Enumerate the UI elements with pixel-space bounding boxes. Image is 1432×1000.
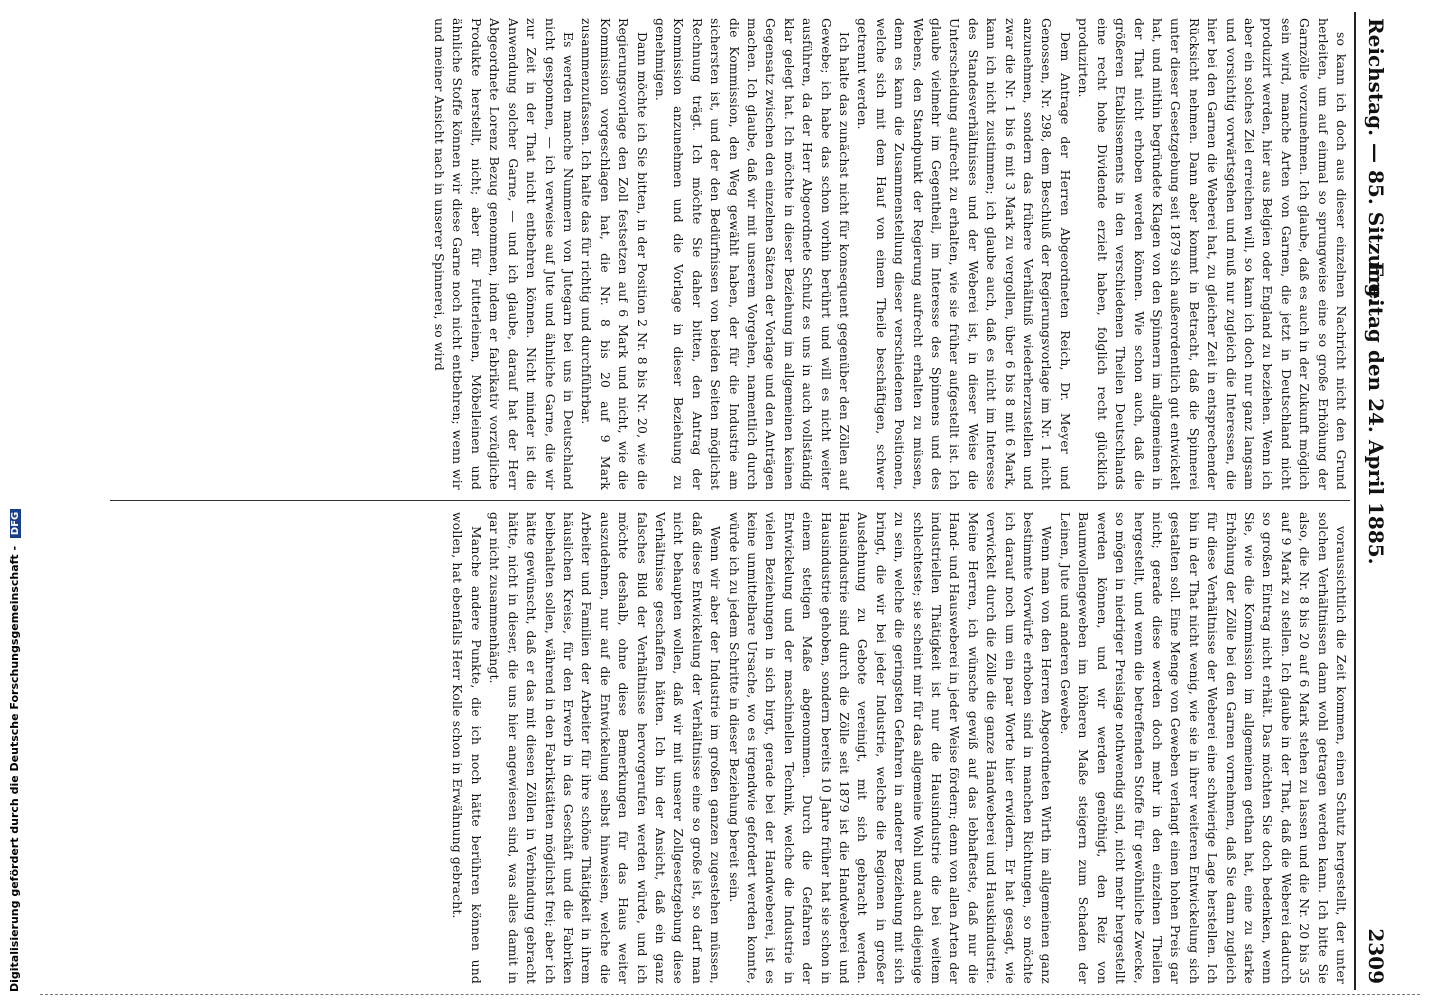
dfg-logo: DFG [10,509,21,538]
paragraph: Ich halte das zunächst nicht für konsequent gegenüber den Zöllen auf Gewebe; ich habe das schon vorhin berührt und will es nicht weiter ausführen, da der Herr Abgeordnete Schulz es uns in auch vollständig klar gelegt hat. Ich möchte in dieser Beziehung im allgemeinen keinen Gegensatz zwischen den einzelnen Sätzen der Vorlage und den Anträgen machen. Ich glaube, daß wir mit unserem Vorgehen, namentlich durch die Kommission, den Weg gewählt haben, der für die Industrie am sichersten ist, und der den Bedürfnissen von beiden Seiten möglichst Rechnung trägt. Ich möchte Sie daher bitten, den Antrag der Kommission anzunehmen und die Vorlage in dieser Beziehung zu genehmigen. [652,18,852,490]
rotated-newspaper-page [102,12,1392,990]
paragraph: Dann möchte ich Sie bitten, in der Position 2 Nr. 8 bis Nr. 20, wie die Regierungsvorlage den Zoll festsetzen auf 6 Mark und nicht, wie die Kommission vorgeschlagen hat, die Nr. 8 bis 20 auf 9 Mark zusammenzufassen. Ich halte das für richtig und durchführbar. [579,18,649,490]
session-date: Freitag den 24. April 1885. [1364,262,1388,565]
text-column-right [110,512,1350,984]
paragraph: Dem Antrage der Herren Abgeordneten Reich, Dr. Meyer und Genossen, Nr. 298, dem Beschluß der Regierungsvorlage im Nr. 1 nicht anzunehmen, sondern das frühere Verhältniß wiederherzustellen und zwar die Nr. 1 bis 6 mit 3 Mark zu vergollen, über 6 bis 8 mit 6 Mark, kann ich nicht zustimmen; ich glaube auch, daß es nicht im Interesse des Standesverhältnisses und der Weberei ist, in dieser Weise die Unterscheidung aufrecht zu erhalten, wie sie früher aufgestellt ist. Ich glaube vielmehr im Gegentheil, im Interesse des Spinnens und des Webens, den Standpunkt der Regierung aufrecht erhalten zu müssen, denn es kann die Zusammenstellung dieser verschiedenen Positionen, welche sich mit dem Hauf von einem Theile beschäftigen, schwer getrennt werden. [855,18,1072,490]
page-number: 2309 [1364,928,1388,984]
paragraph: Wenn man von den Herren Abgeordneten Wirth im allgemeinen ganz bestimmte Vorwürfe erhoben sind in manchen Richtungen, so möchte ich darauf noch um ein paar Worte hier erwidern. Er hat gesagt, wie verwickelt durch die Zölle die ganze Handweberei und Hauskindustrie. Meine Herren, ich wünsche gewiß auf das lebhafteste, daß nur die Hand- und Hausweberei in jeder Weise fördern; denn von allen Arten der industriellen Thätigkeit ist nur die Hausindustrie die bei weitem schlechteste; sie scheint mir für das allgemeine Wohl und auch diejenige zu sein, welche die geringsten Gefahren in anderer Beziehung mit sich bringt, die wir bei jeder Industrie, welche die Regionen in großer Ausdehnung zu Gebote vereinigt, mit sich gebracht werden. Hausindustrie sind durch die Zölle seit 1879 ist die Handweberei und Hausindustrie gehoben, sondern bereits 10 Jahre früher hat sie schon in einem stetigen Maße abgenommen. Durch die Gefahren der Entwickelung und der maschinellen Technik, welche die Industrie in vielen Beziehungen in sich birgt, gerade bei der Handweberei, ist es keine unmittelbare Ursache, wo es irgendwie gefordert werden konnte, würde ich zu jedem Schritte in dieser Beziehung bereit sein. [726,512,1054,984]
paragraph: Wenn wir aber der Industrie im großen ganzen zugestehen müssen, daß diese Entwickelung der Verhältnisse eine so große ist, so darf man nicht behaupten wollen, daß wir mit unserer Zollgesetzgebung diese Verhältnisse geschaffen hätten. Ich bin der Ansicht, daß ein ganz falsches Bild der Verhältnisse hervorgerufen werden würde, und ich möchte deshalb, ohne diese Bemerkungen für das Haus weiter auszudehnen, nur auf die Entwickelung selbst hinweisen, welche die Arbeiter und Familien der Arbeiter für ihre schöne Thätigkeit in ihrem häuslichen Kreise, für den Erwerb in das Geschäft und die Fabriken beibehalten sollen, während in den Fabrikstätten möglichst frei; aber ich hätte gewünscht, daß er das mit diesen Zöllen in Verbindung gebracht hätte, nicht in dieser, die uns hier angewiesen sind, was alles damit in gar nicht zusammenhängt. [487,512,723,984]
text-column-left [110,18,1350,490]
paragraph: so kann ich doch aus dieser einzelnen Nachricht nicht den Grund herleiten, um auf einmal so sprungweise eine so große Erhöhung der Garnzölle vorzunehmen. Ich glaube, daß es auch in der Zukunft möglich sein wird, manche Arten von Garnen, die jetzt in Deutschland nicht produzirt werden, hier aus Belgien oder England zu beziehen. Wenn ich aber ein solches Ziel erreichen will, so kann ich doch nur ganz langsam und vorsichtig vorwärtsgehen und muß nur zugleich die Interessen, die hier bei den Garnen die Weberei hat, zu gleicher Zeit in entsprechender Rücksicht nehmen. Dann aber kommt in Betracht, daß die Spinnerei unter dieser Gesetzgebung seit 1879 sich außerordentlich gut entwickelt hat, und mithin begründete Klagen von den Spinnern im allgemeinen in der That nicht erhoben werden können. Wie schon auch, daß die größeren Etablissements in den verschiedenen Theilen Deutschlands eine recht hohe Dividende erzielt haben, folglich recht glücklich produzirten. [1076,18,1348,490]
header-rule [1354,12,1356,990]
session-title: Reichstag. — 85. Sitzung. [1364,18,1388,305]
paragraph: Es werden manche Nummern von Jutegarn bei uns in Deutschland nicht gesponnen, — ich verweise auf Jute und ähnliche Garne, die wir zur Zeit in der That nicht entbehren können. Nicht minder ist die Anwendung solcher Garne, — und ich glaube, darauf hat der Herr Abgeordnete Lorenz Bezug genommen, indem er fabrikativ vorzügliche Produkte herstellt, nicht; aber für Futterleinen, Möbelleinen und ähnliche Stoffe können wir diese Garne noch nicht entbehren; wenn wir und meiner Ansicht nach in unserer Spinnerei, so wird [432,18,575,490]
page-header [1356,12,1392,990]
scan-edge-dashes [40,994,1420,995]
paragraph: Manche andere Punkte, die ich noch hätte berühren können und wollen, hat ebenfalls Herr Kolle schon in Erwähnung gebracht. [450,512,483,984]
paragraph: voraussichtlich die Zeit kommen, einen Schutz hergestellt, der unter solchen Verhältnissen dann wohl getragen werden kann. Ich bitte Sie also, die Nr. 8 bis 20 auf 6 Mark stehen zu lassen und die Nr. 20 bis 35 auf 9 Mark zu stellen. Ich glaube in der That, daß die Weberei dadurch so großen Eintrag nicht erhält. Das möchten Sie doch bedenken, wenn Sie, wie die Kommission im allgemeinen gethan hat, eine zu starke Erhöhung der Zölle bei den Garnen vornehmen, daß Sie dann zugleich für diese Verhältnisse der Weberei eine schwierige Lage herstellen. Ich bin in der That nicht wenig, wie sie in ihrer weiteren Entwickelung sich gestalten soll. Eine Menge von Geweben verlangt einen hohen Preis gar nicht; gerade diese werden doch mehr in den einzelnen Theilen hergestellt, und wenn die betreffenden Stoffe für gewöhnliche Zwecke, so mögen in niedriger Preislage nothwendig sind, nicht mehr hergestellt werden können, und wir werden genöthigt, den Reiz von Baumwollengeweben im höheren Maße steigern zum Schaden der Leinen, Jute und anderen Gewebe. [1057,512,1348,984]
attribution-text: Digitalisierung gefördert durch die Deutsche Forschungsgemeinschaft - [8,545,21,992]
column-divider [110,500,1350,501]
digitization-attribution [8,509,21,992]
